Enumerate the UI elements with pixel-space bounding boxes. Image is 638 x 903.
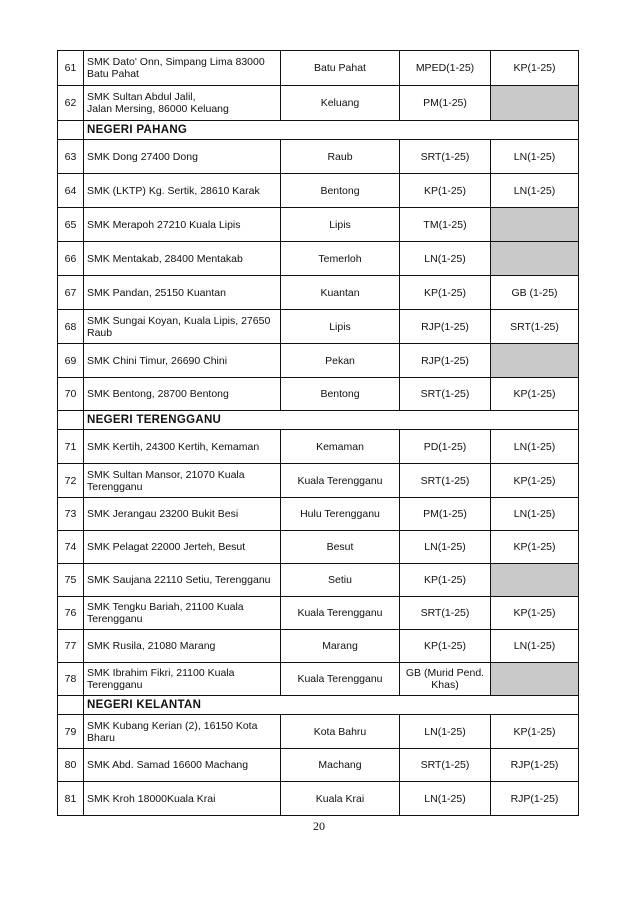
row-number-cell: 80 bbox=[58, 749, 84, 782]
row-number-cell: 61 bbox=[58, 51, 84, 86]
allocation-cell-2 bbox=[491, 208, 579, 242]
table-row bbox=[58, 749, 579, 782]
row-number-cell: 70 bbox=[58, 378, 84, 411]
school-table-body bbox=[58, 51, 579, 816]
table-row bbox=[58, 140, 579, 174]
table-row bbox=[58, 564, 579, 597]
table-row bbox=[58, 630, 579, 663]
row-number-cell: 73 bbox=[58, 498, 84, 531]
allocation-cell-1: PD(1-25) bbox=[400, 430, 491, 464]
school-name-cell: SMK Chini Timur, 26690 Chini bbox=[84, 344, 281, 378]
table-row bbox=[58, 464, 579, 498]
school-name-cell: SMK Bentong, 28700 Bentong bbox=[84, 378, 281, 411]
allocation-cell-2: RJP(1-25) bbox=[491, 782, 579, 816]
table-row bbox=[58, 498, 579, 531]
allocation-cell-1: RJP(1-25) bbox=[400, 310, 491, 344]
row-number-cell: 78 bbox=[58, 663, 84, 696]
table-row bbox=[58, 51, 579, 86]
allocation-cell-2: RJP(1-25) bbox=[491, 749, 579, 782]
district-cell: Lipis bbox=[281, 208, 400, 242]
table-row bbox=[58, 663, 579, 696]
district-cell: Batu Pahat bbox=[281, 51, 400, 86]
table-row bbox=[58, 531, 579, 564]
district-cell: Marang bbox=[281, 630, 400, 663]
row-number-cell: 65 bbox=[58, 208, 84, 242]
school-name-cell: SMK Sultan Abdul Jalil, Jalan Mersing, 86000 Keluang bbox=[84, 86, 281, 121]
allocation-cell-1: GB (Murid Pend. Khas) bbox=[400, 663, 491, 696]
district-cell: Lipis bbox=[281, 310, 400, 344]
row-number-cell: 81 bbox=[58, 782, 84, 816]
allocation-cell-1: SRT(1-25) bbox=[400, 749, 491, 782]
allocation-cell-2: LN(1-25) bbox=[491, 140, 579, 174]
row-number-cell: 72 bbox=[58, 464, 84, 498]
school-name-cell: SMK Merapoh 27210 Kuala Lipis bbox=[84, 208, 281, 242]
allocation-cell-2: SRT(1-25) bbox=[491, 310, 579, 344]
school-name-cell: SMK Mentakab, 28400 Mentakab bbox=[84, 242, 281, 276]
allocation-cell-1: KP(1-25) bbox=[400, 276, 491, 310]
district-cell: Bentong bbox=[281, 378, 400, 411]
table-row bbox=[58, 174, 579, 208]
district-cell: Bentong bbox=[281, 174, 400, 208]
allocation-cell-2 bbox=[491, 242, 579, 276]
section-header-row bbox=[58, 696, 579, 715]
table-row bbox=[58, 782, 579, 816]
row-number-cell: 75 bbox=[58, 564, 84, 597]
school-name-cell: SMK Dong 27400 Dong bbox=[84, 140, 281, 174]
district-cell: Kuala Krai bbox=[281, 782, 400, 816]
row-number-cell: 63 bbox=[58, 140, 84, 174]
row-number-cell: 77 bbox=[58, 630, 84, 663]
allocation-cell-1: SRT(1-25) bbox=[400, 378, 491, 411]
row-number-cell: 64 bbox=[58, 174, 84, 208]
district-cell: Kuantan bbox=[281, 276, 400, 310]
row-number-cell: 74 bbox=[58, 531, 84, 564]
row-number-cell: 76 bbox=[58, 597, 84, 630]
section-header-row bbox=[58, 411, 579, 430]
district-cell: Kuala Terengganu bbox=[281, 597, 400, 630]
school-name-cell: SMK Jerangau 23200 Bukit Besi bbox=[84, 498, 281, 531]
district-cell: Besut bbox=[281, 531, 400, 564]
table-row bbox=[58, 310, 579, 344]
allocation-cell-2: KP(1-25) bbox=[491, 715, 579, 749]
allocation-cell-2: KP(1-25) bbox=[491, 597, 579, 630]
row-number-cell: 66 bbox=[58, 242, 84, 276]
section-header-row bbox=[58, 121, 579, 140]
table-row bbox=[58, 715, 579, 749]
district-cell: Kuala Terengganu bbox=[281, 663, 400, 696]
table-row bbox=[58, 597, 579, 630]
school-name-cell: SMK Sungai Koyan, Kuala Lipis, 27650 Raub bbox=[84, 310, 281, 344]
allocation-cell-2: LN(1-25) bbox=[491, 498, 579, 531]
school-name-cell: SMK Kubang Kerian (2), 16150 Kota Bharu bbox=[84, 715, 281, 749]
table-row bbox=[58, 276, 579, 310]
allocation-cell-1: TM(1-25) bbox=[400, 208, 491, 242]
allocation-cell-2: KP(1-25) bbox=[491, 464, 579, 498]
row-number-cell: 62 bbox=[58, 86, 84, 121]
section-title: NEGERI TERENGGANU bbox=[84, 411, 579, 430]
allocation-cell-2: LN(1-25) bbox=[491, 174, 579, 208]
district-cell: Hulu Terengganu bbox=[281, 498, 400, 531]
school-name-cell: SMK Pandan, 25150 Kuantan bbox=[84, 276, 281, 310]
school-name-cell: SMK Abd. Samad 16600 Machang bbox=[84, 749, 281, 782]
school-name-cell: SMK (LKTP) Kg. Sertik, 28610 Karak bbox=[84, 174, 281, 208]
district-cell: Kota Bahru bbox=[281, 715, 400, 749]
table-row bbox=[58, 86, 579, 121]
district-cell: Setiu bbox=[281, 564, 400, 597]
row-number-cell: 71 bbox=[58, 430, 84, 464]
allocation-cell-1: RJP(1-25) bbox=[400, 344, 491, 378]
row-number-cell: 69 bbox=[58, 344, 84, 378]
allocation-cell-2: KP(1-25) bbox=[491, 51, 579, 86]
section-number-cell bbox=[58, 411, 84, 430]
school-name-cell: SMK Sultan Mansor, 21070 Kuala Terengganu bbox=[84, 464, 281, 498]
district-cell: Kemaman bbox=[281, 430, 400, 464]
school-name-cell: SMK Ibrahim Fikri, 21100 Kuala Terengganu bbox=[84, 663, 281, 696]
school-name-cell: SMK Kroh 18000Kuala Krai bbox=[84, 782, 281, 816]
school-name-cell: SMK Dato' Onn, Simpang Lima 83000 Batu Pahat bbox=[84, 51, 281, 86]
district-cell: Kuala Terengganu bbox=[281, 464, 400, 498]
table-row bbox=[58, 208, 579, 242]
district-cell: Pekan bbox=[281, 344, 400, 378]
allocation-cell-1: KP(1-25) bbox=[400, 564, 491, 597]
district-cell: Temerloh bbox=[281, 242, 400, 276]
table-row bbox=[58, 344, 579, 378]
allocation-cell-1: SRT(1-25) bbox=[400, 597, 491, 630]
allocation-cell-2 bbox=[491, 663, 579, 696]
table-row bbox=[58, 242, 579, 276]
allocation-cell-1: MPED(1-25) bbox=[400, 51, 491, 86]
table-row bbox=[58, 378, 579, 411]
allocation-cell-1: KP(1-25) bbox=[400, 174, 491, 208]
section-number-cell bbox=[58, 696, 84, 715]
allocation-cell-1: SRT(1-25) bbox=[400, 464, 491, 498]
allocation-cell-1: PM(1-25) bbox=[400, 86, 491, 121]
allocation-cell-2: KP(1-25) bbox=[491, 378, 579, 411]
allocation-cell-1: SRT(1-25) bbox=[400, 140, 491, 174]
school-name-cell: SMK Tengku Bariah, 21100 Kuala Terengganu bbox=[84, 597, 281, 630]
district-cell: Keluang bbox=[281, 86, 400, 121]
allocation-cell-2 bbox=[491, 344, 579, 378]
allocation-cell-1: LN(1-25) bbox=[400, 242, 491, 276]
table-row bbox=[58, 430, 579, 464]
allocation-cell-2 bbox=[491, 564, 579, 597]
district-cell: Raub bbox=[281, 140, 400, 174]
allocation-cell-2: LN(1-25) bbox=[491, 630, 579, 663]
district-cell: Machang bbox=[281, 749, 400, 782]
school-name-cell: SMK Saujana 22110 Setiu, Terengganu bbox=[84, 564, 281, 597]
allocation-cell-1: LN(1-25) bbox=[400, 715, 491, 749]
allocation-cell-1: LN(1-25) bbox=[400, 531, 491, 564]
allocation-cell-2: KP(1-25) bbox=[491, 531, 579, 564]
row-number-cell: 68 bbox=[58, 310, 84, 344]
school-name-cell: SMK Rusila, 21080 Marang bbox=[84, 630, 281, 663]
school-table bbox=[57, 50, 579, 816]
section-number-cell bbox=[58, 121, 84, 140]
section-title: NEGERI PAHANG bbox=[84, 121, 579, 140]
page-number: 20 bbox=[313, 819, 325, 833]
row-number-cell: 67 bbox=[58, 276, 84, 310]
allocation-cell-2: GB (1-25) bbox=[491, 276, 579, 310]
allocation-cell-1: LN(1-25) bbox=[400, 782, 491, 816]
row-number-cell: 79 bbox=[58, 715, 84, 749]
allocation-cell-2: LN(1-25) bbox=[491, 430, 579, 464]
section-title: NEGERI KELANTAN bbox=[84, 696, 579, 715]
allocation-cell-2 bbox=[491, 86, 579, 121]
allocation-cell-1: KP(1-25) bbox=[400, 630, 491, 663]
school-name-cell: SMK Kertih, 24300 Kertih, Kemaman bbox=[84, 430, 281, 464]
school-name-cell: SMK Pelagat 22000 Jerteh, Besut bbox=[84, 531, 281, 564]
allocation-cell-1: PM(1-25) bbox=[400, 498, 491, 531]
